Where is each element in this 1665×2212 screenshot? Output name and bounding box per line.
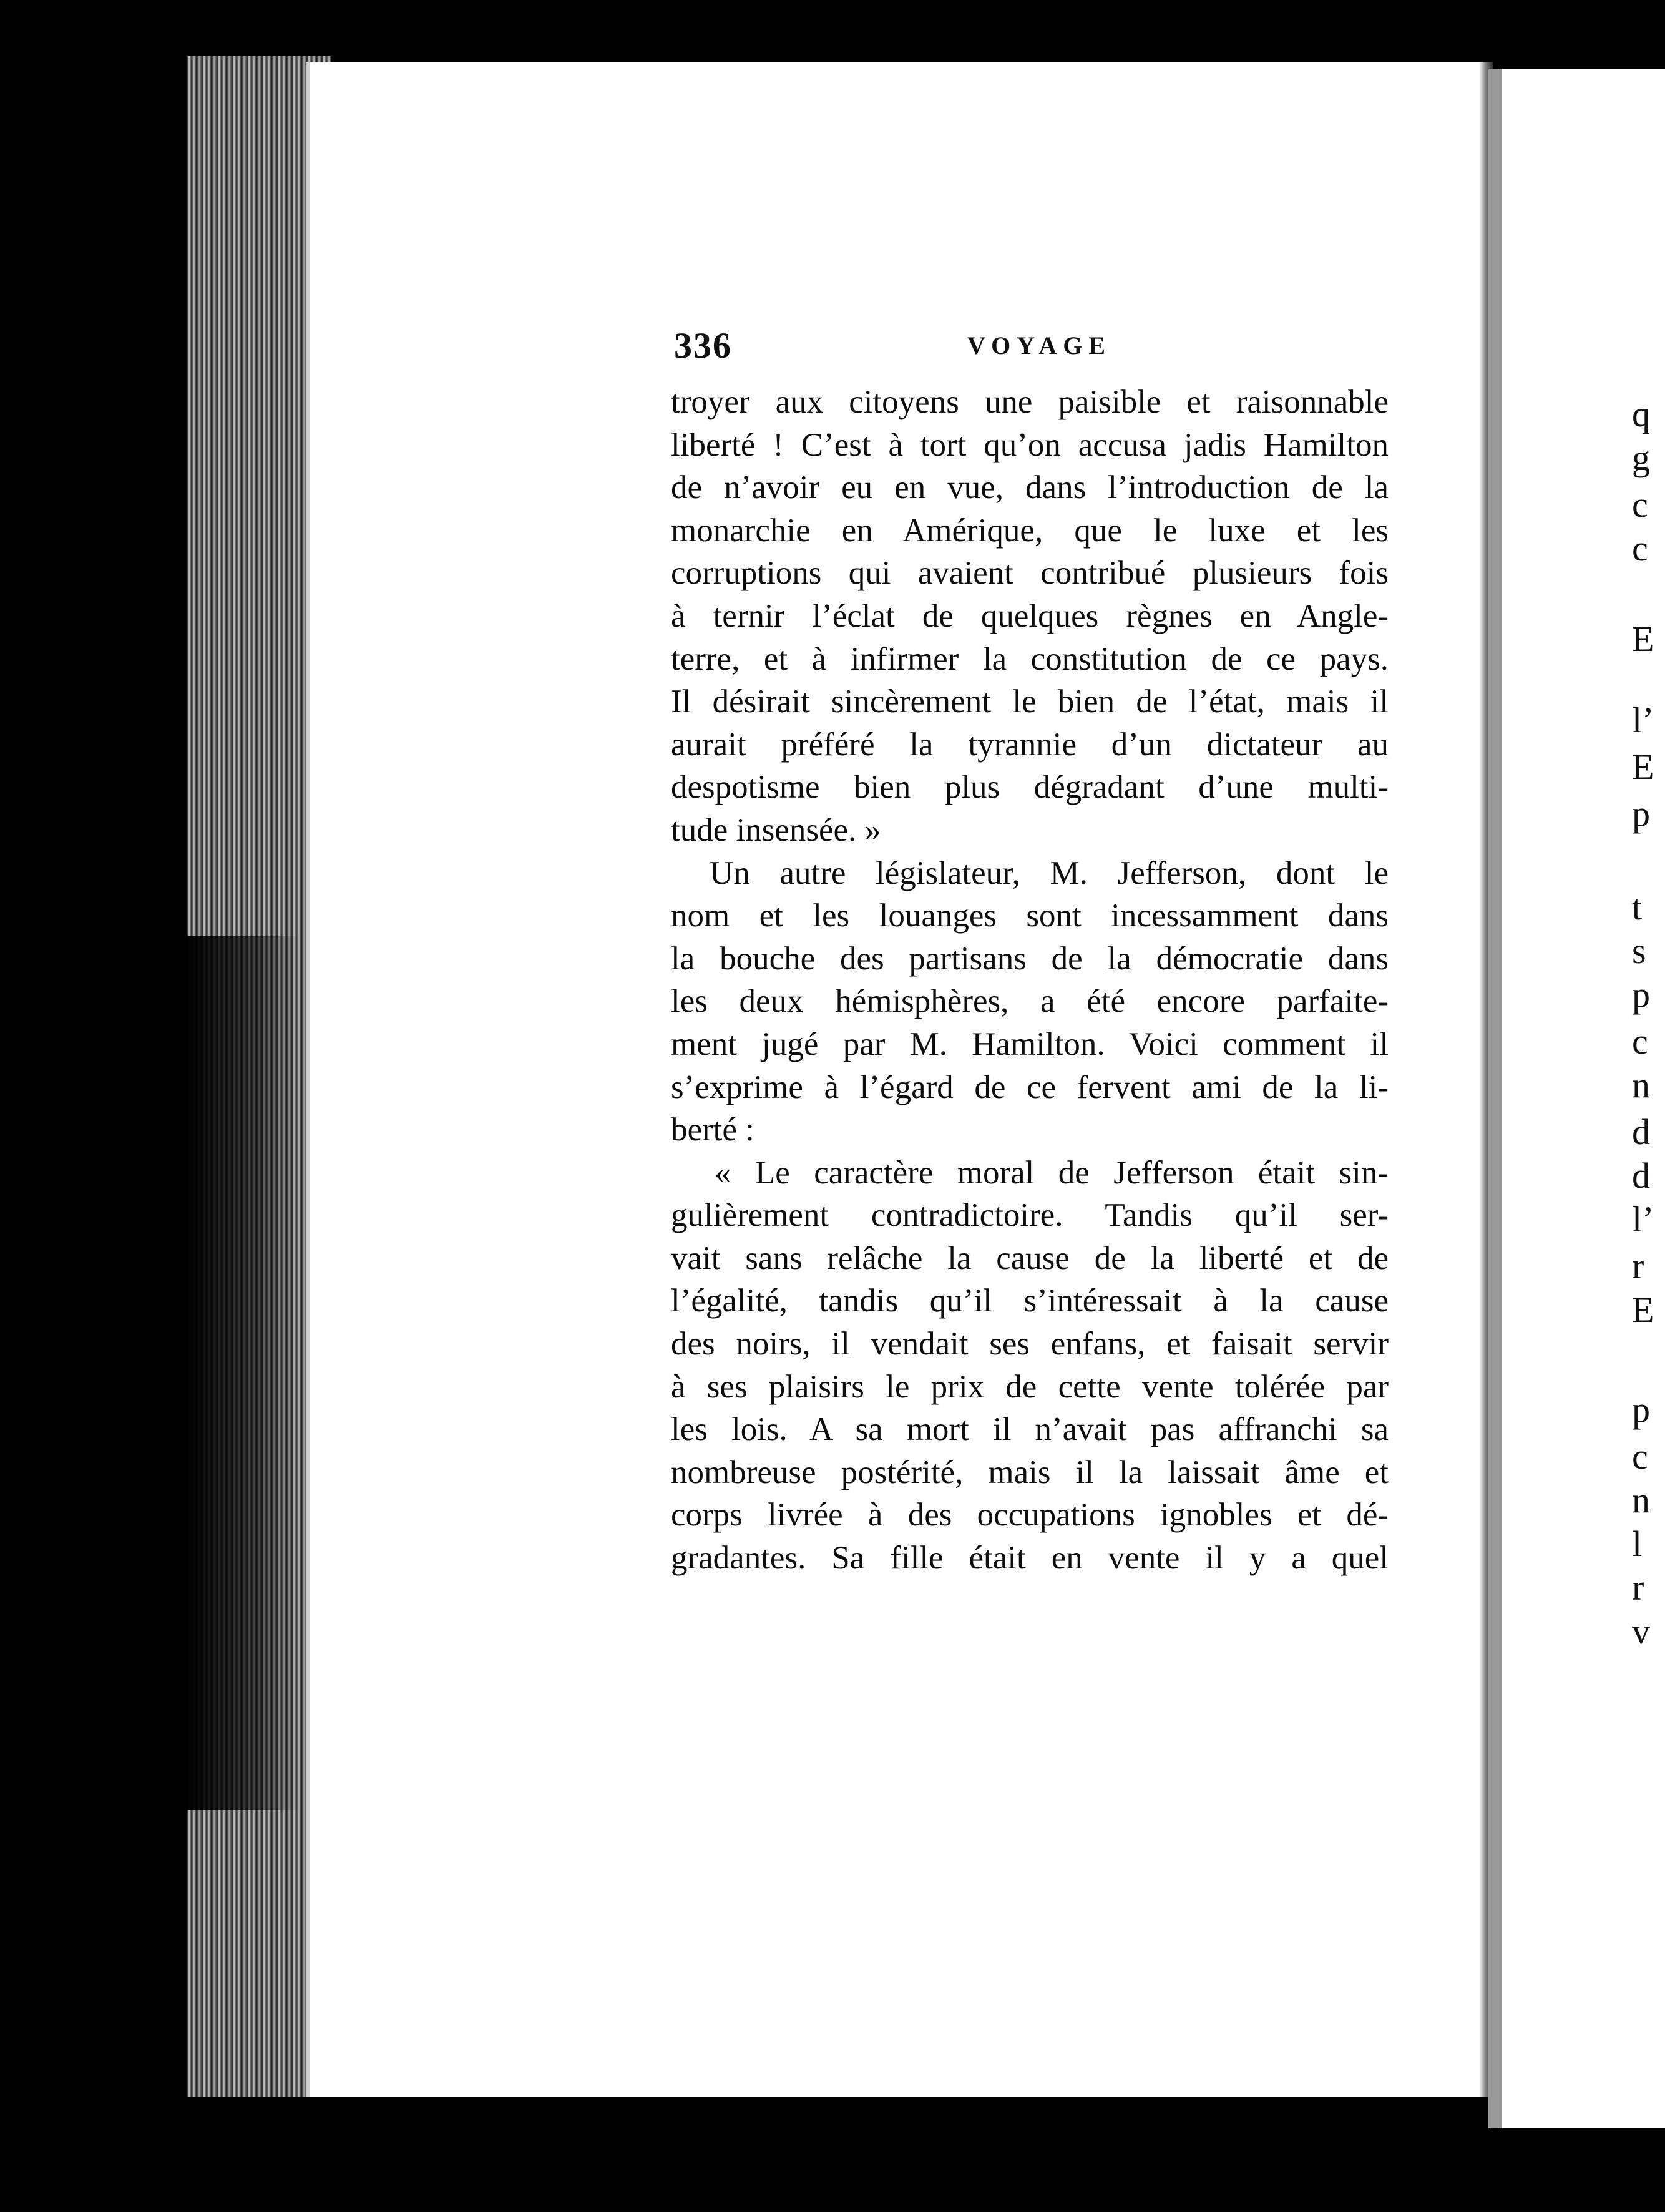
text-line: vait sans relâche la cause de la liberté et de <box>671 1240 1389 1276</box>
right-page-fragment: l <box>1632 1524 1643 1564</box>
text-line: terre, et à infirmer la constitution de ce pays. <box>671 640 1389 677</box>
right-page-fragment: d <box>1632 1112 1650 1152</box>
text-line: Il désirait sincèrement le bien de l’état, mais il <box>671 683 1389 720</box>
right-page-fragment: p <box>1632 974 1650 1015</box>
text-line: gradantes. Sa fille était en vente il y a quel <box>671 1540 1389 1577</box>
right-page-fragment: r <box>1632 1246 1644 1286</box>
right-page-fragment: c <box>1632 528 1648 569</box>
text-line: Un autre législateur, M. Jefferson, dont le <box>710 854 1389 891</box>
text-line: les lois. A sa mort il n’avait pas affranchi sa <box>671 1411 1389 1448</box>
text-line: la bouche des partisans de la démocratie dans <box>671 940 1389 977</box>
text-line: berté : <box>671 1112 754 1148</box>
right-page-fragment: t <box>1632 887 1643 927</box>
right-page-fragment: n <box>1632 1065 1650 1105</box>
right-page-fragment: g <box>1632 438 1650 478</box>
text-line: nom et les louanges sont incessamment dans <box>671 898 1389 934</box>
text-line: despotisme bien plus dégradant d’une multi- <box>671 769 1389 806</box>
text-line: ment jugé par M. Hamilton. Voici comment il <box>671 1025 1389 1062</box>
text-line: « Le caractère moral de Jefferson était sin- <box>715 1154 1389 1191</box>
text-line: corruptions qui avaient contribué plusieurs fois <box>671 555 1389 592</box>
text-line: aurait préféré la tyrannie d’un dictateur au <box>671 726 1389 763</box>
text-line: à ses plaisirs le prix de cette vente tolérée par <box>671 1368 1389 1405</box>
text-line: liberté ! C’est à tort qu’on accusa jadis Hamilton <box>671 426 1389 463</box>
text-line: nombreuse postérité, mais il la laissait âme et <box>671 1454 1389 1490</box>
right-page-fragment: c <box>1632 1436 1648 1477</box>
right-page-fragment: d <box>1632 1155 1650 1196</box>
text-line: troyer aux citoyens une paisible et raisonnable <box>671 384 1389 420</box>
right-page-fragment: c <box>1632 484 1648 525</box>
right-page-fragment: l’ <box>1632 1199 1654 1240</box>
right-page-fragment: c <box>1632 1021 1648 1062</box>
running-head: VOYAGE <box>967 331 1112 360</box>
text-line: gulièrement contradictoire. Tandis qu’il ser- <box>671 1197 1389 1234</box>
text-line: s’exprime à l’égard de ce fervent ami de la li- <box>671 1069 1389 1105</box>
page-header <box>674 325 1385 374</box>
right-page-fragment: s <box>1632 931 1646 971</box>
text-line: tude insensée. » <box>671 811 882 848</box>
right-page-fragment: q <box>1632 394 1650 434</box>
text-line: les deux hémisphères, a été encore parfaite- <box>671 983 1389 1020</box>
binding-shadow <box>187 936 300 1810</box>
right-page-fragment: p <box>1632 793 1650 834</box>
right-page-fragment: v <box>1632 1611 1650 1652</box>
text-line: l’égalité, tandis qu’il s’intéressait à la cause <box>671 1283 1389 1319</box>
page-number: 336 <box>674 325 732 366</box>
right-page-fragment: E <box>1632 746 1654 787</box>
text-line: corps livrée à des occupations ignobles et dé- <box>671 1497 1389 1534</box>
right-page-fragment: r <box>1632 1567 1644 1608</box>
right-page-fragment: p <box>1632 1389 1650 1430</box>
body-text <box>671 381 1389 1580</box>
text-line: de n’avoir eu en vue, dans l’introduction de la <box>671 469 1389 506</box>
right-page-fragment: E <box>1632 1290 1654 1330</box>
text-line: monarchie en Amérique, que le luxe et les <box>671 512 1389 549</box>
text-line: des noirs, il vendait ses enfans, et faisait servir <box>671 1326 1389 1363</box>
right-page-fragment: E <box>1632 619 1654 659</box>
right-page-fragment: n <box>1632 1480 1650 1520</box>
right-page-fragment: l’ <box>1632 700 1654 740</box>
text-line: à ternir l’éclat de quelques règnes en Angle- <box>671 597 1389 634</box>
